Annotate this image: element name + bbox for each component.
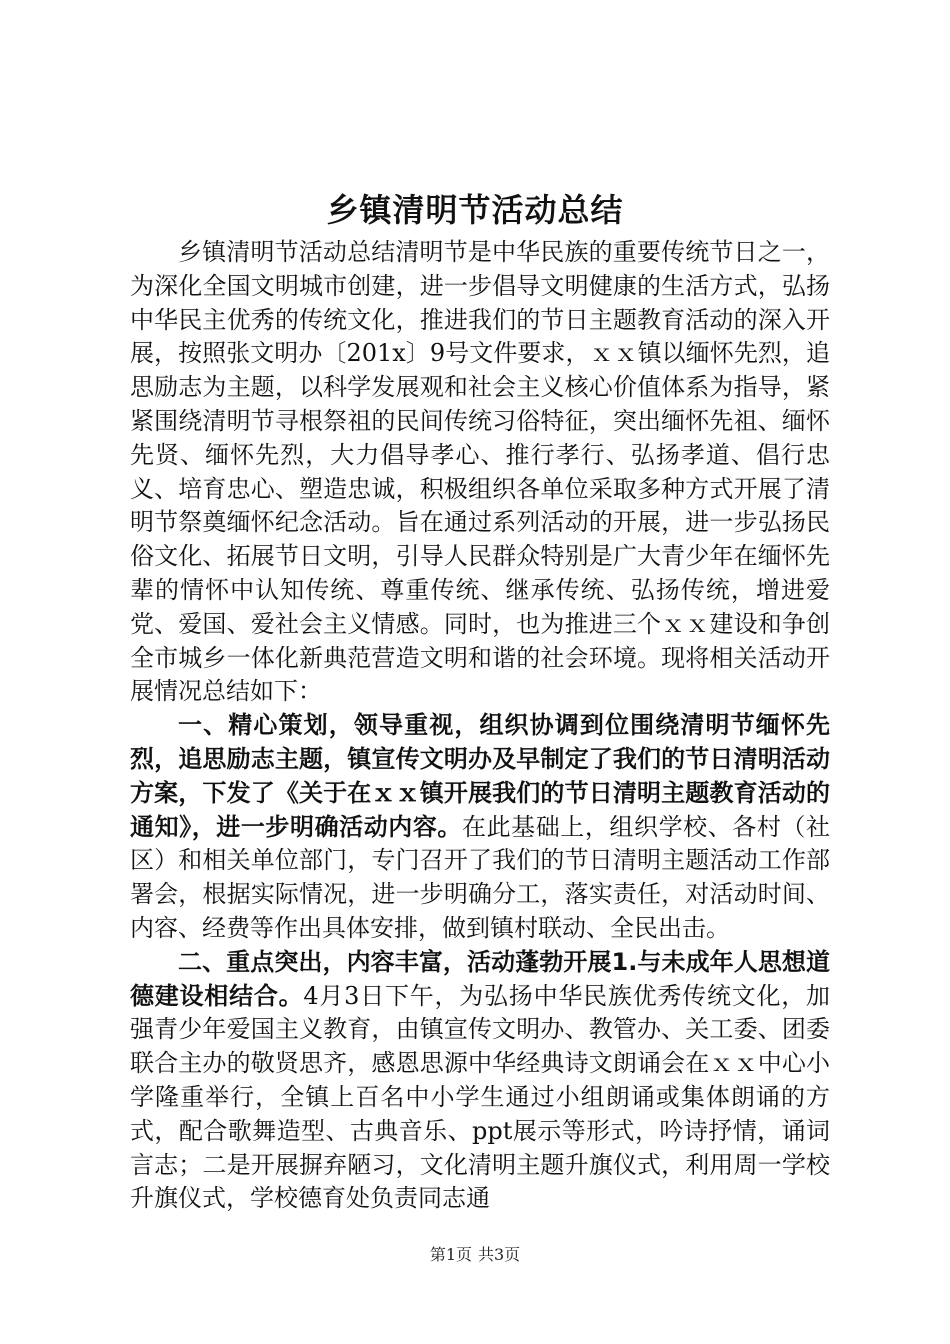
paragraph-text: 4月3日下午，为弘扬中华民族优秀传统文化，加强青少年爱国主义教育，由镇宣传文明办、教管办、关工委、团委联合主办的敬贤思齐，感恩思源中华经典诗文朗诵会在ｘｘ中心小学隆重举行，全镇上百名中小学生通过小组朗诵或集体朗诵的方式，配合歌舞造型、古典音乐、ppt展示等形式，吟诗抒情，诵词言志；二是开展摒弃陋习，文化清明主题升旗仪式，利用周一学校升旗仪式，学校德育处负责同志通 (130, 981, 831, 1213)
document-title: 乡镇清明节活动总结 (326, 191, 624, 229)
paragraph-section-one (130, 709, 830, 946)
paragraph-lead: 一、精心策划，领导重视，组织协调到位围绕清明节缅怀先烈，追思励志主题，镇宣传文明办及早制定了我们的节日清明活动方案，下发了《关于在ｘｘ镇开展我们的节日清明主题教育活动的通知》，进一步明确活动内容。 (130, 711, 830, 841)
paragraph-intro (130, 236, 830, 709)
paragraph-text: 乡镇清明节活动总结清明节是中华民族的重要传统节日之一，为深化全国文明城市创建，进一步倡导文明健康的生活方式，弘扬中华民主优秀的传统文化，推进我们的节日主题教育活动的深入开展，按照张文明办〔201x〕9号文件要求，ｘｘ镇以缅怀先烈，追思励志为主题，以科学发展观和社会主义核心价值体系为指导，紧紧围绕清明节寻根祭祖的民间传统习俗特征，突出缅怀先祖、缅怀先贤、缅怀先烈，大力倡导孝心、推行孝行、弘扬孝道、倡行忠义、培育忠心、塑造忠诚，积极组织各单位采取多种方式开展了清明节祭奠缅怀纪念活动。旨在通过系列活动的开展，进一步弘扬民俗文化、拓展节日文明，引导人民群众特别是广大青少年在缅怀先辈的情怀中认知传统、尊重传统、继承传统、弘扬传统，增进爱党、爱国、爱社会主义情感。同时，也为推进三个ｘｘ建设和争创全市城乡一体化新典范营造文明和谐的社会环境。现将相关活动开展情况总结如下： (130, 238, 830, 706)
paragraph-section-two (130, 946, 830, 1216)
page-footer (0, 1244, 950, 1266)
page-total: 共3页 (478, 1245, 521, 1264)
document-body (130, 236, 830, 1216)
paragraph-text: 在此基础上，组织学校、各村（社区）和相关单位部门，专门召开了我们的节日清明主题活动工作部署会，根据实际情况，进一步明确分工，落实责任，对活动时间、内容、经费等作出具体安排，做到镇村联动、全民出击。 (130, 812, 830, 942)
paragraph-lead: 二、重点突出，内容丰富，活动蓬勃开展1.与未成年人思想道德建设相结合。 (130, 947, 830, 1010)
page-number: 第1页 (429, 1245, 472, 1264)
